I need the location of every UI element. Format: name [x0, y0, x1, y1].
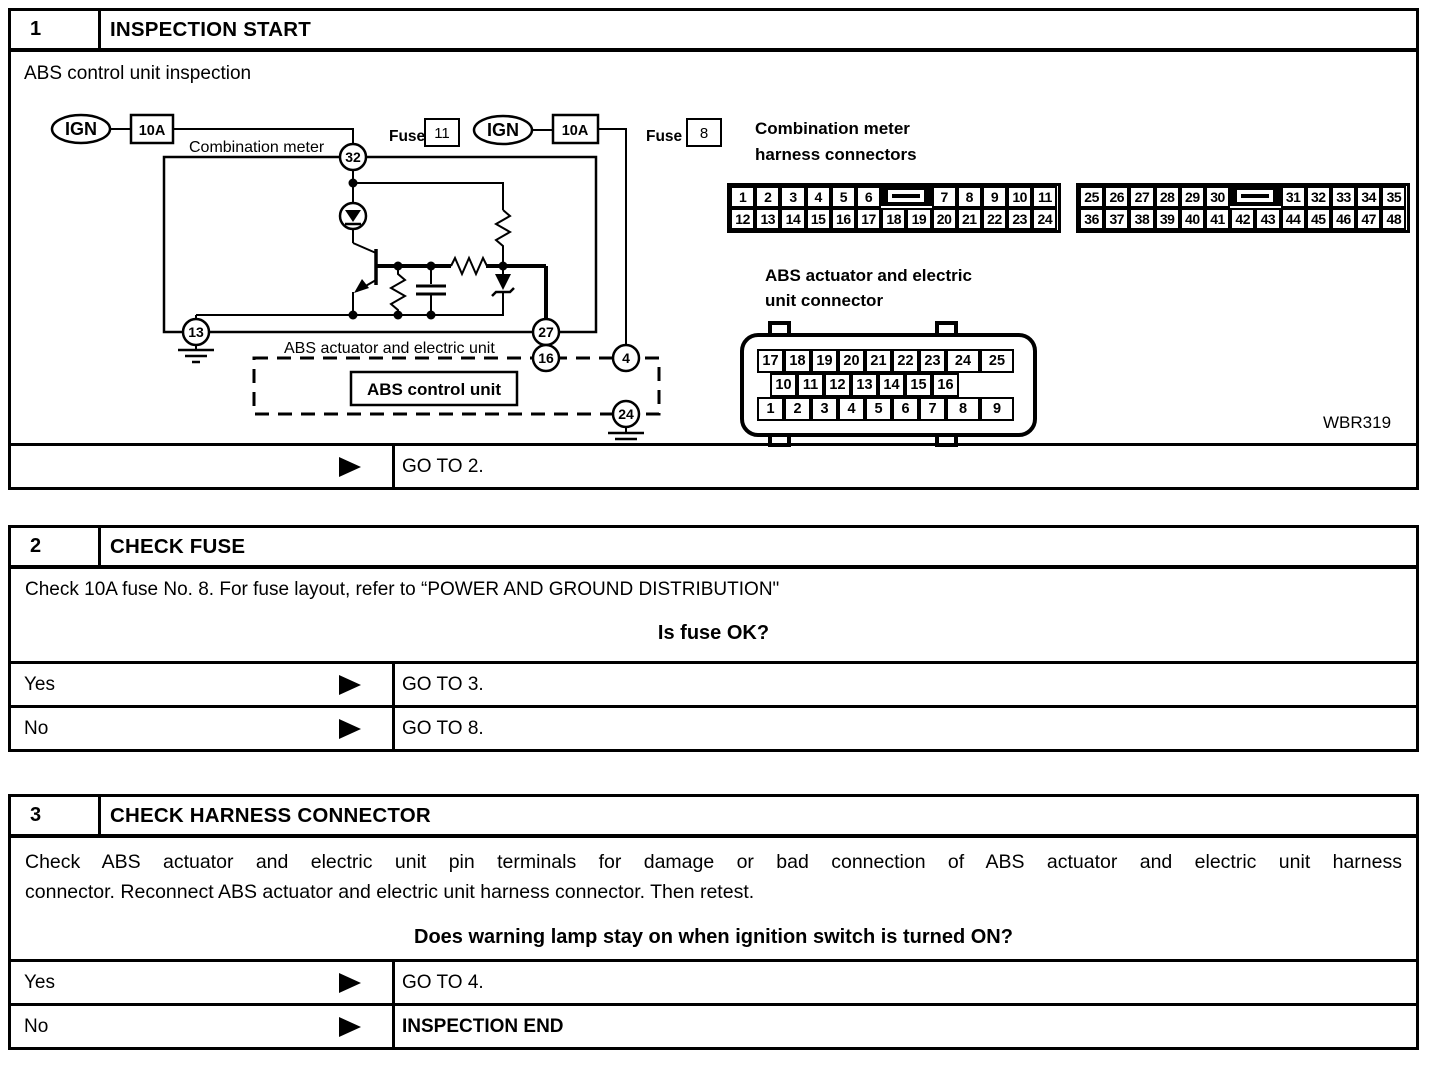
choice-label-cell: Yes [11, 664, 395, 705]
pin-cell: 24 [946, 349, 980, 373]
pin-cell: 20 [932, 208, 957, 230]
go-to-arrow-icon [339, 1017, 361, 1037]
transistor-arrow-icon [354, 279, 369, 293]
pin-cell: 30 [1205, 186, 1230, 208]
choice-row-yes [11, 959, 1416, 1003]
pin-cell: 35 [1381, 186, 1406, 208]
keying-slot [1230, 186, 1280, 206]
pin-cell: 18 [881, 208, 906, 230]
resistor-shunt [391, 266, 405, 315]
pin-cell: 5 [831, 186, 856, 208]
pin-cell: 29 [1180, 186, 1205, 208]
pin-cell: 32 [1306, 186, 1331, 208]
go-to-arrow-icon [339, 675, 361, 695]
wiring-diagram-svg [11, 52, 1416, 443]
step-1-inspection-start [8, 8, 1419, 490]
instruction-text-line1: Check ABS actuator and electric unit pin terminals for damage or bad connection of ABS actuator and electric unit harness [25, 851, 1402, 873]
pin-cell: 16 [932, 373, 959, 397]
pin-cell: 18 [784, 349, 811, 373]
terminal-32: 32 [345, 149, 361, 165]
pin-cell: 10 [1007, 186, 1032, 208]
pin-cell: 36 [1079, 208, 1104, 230]
pin-cell: 44 [1281, 208, 1306, 230]
cm-harness-connectors-label: Combination meter harness connectors [755, 119, 917, 164]
pin-cell: 15 [905, 373, 932, 397]
pin-cell: 24 [1032, 208, 1057, 230]
fuse-rating-1: 10A [138, 123, 166, 139]
figure-code: WBR319 [1323, 413, 1392, 432]
step-3-check-harness-connector [8, 794, 1419, 1050]
ign-label-1: IGN [64, 119, 98, 139]
pin-cell: 2 [755, 186, 780, 208]
choice-result: INSPECTION END [402, 1015, 564, 1037]
pin-cell: 33 [1331, 186, 1356, 208]
pin-cell: 42 [1230, 208, 1255, 230]
pin-cell: 45 [1306, 208, 1331, 230]
pin-cell: 5 [865, 397, 892, 421]
pin-cell: 7 [932, 186, 957, 208]
capacitor [416, 286, 446, 294]
pin-cell: 16 [831, 208, 856, 230]
pin-cell: 15 [806, 208, 831, 230]
choice-row-no [11, 1003, 1416, 1047]
pin-cell: 11 [797, 373, 824, 397]
pin-cell: 40 [1180, 208, 1205, 230]
step-1-body [11, 52, 1416, 443]
pin-cell: 12 [824, 373, 851, 397]
step-number: 2 [11, 528, 101, 565]
keying-slot [881, 186, 931, 206]
resistor-base [451, 258, 487, 274]
action-row [11, 443, 1416, 487]
pin-cell: 17 [856, 208, 881, 230]
instruction-text: Check 10A fuse No. 8. For fuse layout, refer to “POWER AND GROUND DISTRIBUTION" [25, 579, 780, 600]
fuse-word-1: Fuse [389, 128, 426, 145]
choice-row-yes [11, 661, 1416, 705]
pin-cell: 22 [892, 349, 919, 373]
go-to-arrow-icon [339, 719, 361, 739]
terminal-13: 13 [188, 324, 204, 340]
pin-cell: 26 [1104, 186, 1129, 208]
terminal-24: 24 [618, 406, 634, 422]
pin-cell: 38 [1129, 208, 1154, 230]
ground-13-icon [178, 350, 214, 362]
action-result: GO TO 2. [402, 455, 484, 477]
pin-cell: 34 [1356, 186, 1381, 208]
question-text: Is fuse OK? [657, 622, 770, 644]
pin-cell: 22 [982, 208, 1007, 230]
pin-cell: 19 [906, 208, 931, 230]
pin-cell: 13 [755, 208, 780, 230]
go-to-arrow-icon [339, 973, 361, 993]
pin-cell: 39 [1155, 208, 1180, 230]
fuse-number-1: 11 [434, 125, 450, 142]
pin-cell: 4 [838, 397, 865, 421]
pin-cell: 8 [946, 397, 980, 421]
choice-label-cell: Yes [11, 962, 395, 1003]
combination-meter-label: Combination meter [189, 139, 325, 156]
warning-lamp-icon [340, 203, 366, 229]
pin-cell: 19 [811, 349, 838, 373]
choice-row-no [11, 705, 1416, 749]
pin-cell: 10 [770, 373, 797, 397]
step-title: CHECK FUSE [110, 534, 246, 558]
pin-cell: 3 [780, 186, 805, 208]
pin-cell: 25 [980, 349, 1014, 373]
step-1-header [11, 11, 1416, 52]
question-text: Does warning lamp stay on when ignition switch is turned ON? [414, 926, 1013, 948]
go-to-arrow-icon [339, 457, 361, 477]
step-title: INSPECTION START [110, 17, 311, 41]
pin-cell: 1 [730, 186, 755, 208]
step-number: 1 [11, 11, 101, 48]
terminal-4: 4 [622, 350, 630, 366]
inspection-description: ABS control unit inspection [24, 63, 252, 84]
pin-cell: 11 [1032, 186, 1057, 208]
step-2-body [11, 569, 1416, 661]
pin-cell: 47 [1356, 208, 1381, 230]
pin-cell: 6 [856, 186, 881, 208]
pin-cell: 12 [730, 208, 755, 230]
pin-cell: 23 [919, 349, 946, 373]
pin-cell: 25 [1079, 186, 1104, 208]
pin-cell: 20 [838, 349, 865, 373]
resistor-top [496, 210, 510, 266]
choice-result: GO TO 3. [402, 673, 484, 695]
pin-cell: 48 [1381, 208, 1406, 230]
pin-cell: 31 [1281, 186, 1306, 208]
pin-cell: 28 [1155, 186, 1180, 208]
pin-cell: 21 [865, 349, 892, 373]
pin-cell: 43 [1255, 208, 1280, 230]
ign-label-2: IGN [486, 120, 520, 140]
step-2-check-fuse [8, 525, 1419, 752]
pin-cell: 17 [757, 349, 784, 373]
step-title: CHECK HARNESS CONNECTOR [110, 803, 431, 827]
pin-cell: 1 [757, 397, 784, 421]
terminal-16: 16 [538, 350, 554, 366]
pin-cell: 9 [980, 397, 1014, 421]
terminal-27: 27 [538, 324, 554, 340]
abs-unit-label: ABS actuator and electric unit [284, 340, 495, 357]
pin-cell: 9 [982, 186, 1007, 208]
abs-unit-connector [740, 333, 1037, 437]
step-3-body [11, 838, 1416, 959]
action-label-cell [11, 446, 395, 487]
choice-label-cell: No [11, 708, 395, 749]
fuse-rating-2: 10A [561, 123, 589, 139]
step-2-header [11, 528, 1416, 569]
ground-24-icon [608, 433, 644, 443]
pin-cell: 14 [878, 373, 905, 397]
step-number: 3 [11, 797, 101, 834]
choice-label-cell: No [11, 1006, 395, 1047]
pin-cell: 37 [1104, 208, 1129, 230]
step-3-header [11, 797, 1416, 838]
pin-cell: 27 [1129, 186, 1154, 208]
fuse-number-2: 8 [699, 125, 709, 142]
pin-cell: 23 [1007, 208, 1032, 230]
pin-cell: 3 [811, 397, 838, 421]
pin-cell: 14 [780, 208, 805, 230]
pin-cell: 46 [1331, 208, 1356, 230]
pin-cell: 4 [806, 186, 831, 208]
pin-cell: 13 [851, 373, 878, 397]
pin-cell: 6 [892, 397, 919, 421]
pin-cell: 2 [784, 397, 811, 421]
pin-cell: 8 [957, 186, 982, 208]
fuse-word-2: Fuse [646, 128, 683, 145]
choice-result: GO TO 4. [402, 971, 484, 993]
cm-harness-connector-2 [1076, 183, 1410, 233]
instruction-text-line2: connector. Reconnect ABS actuator and electric unit harness connector. Then retest. [25, 881, 755, 903]
pin-cell: 7 [919, 397, 946, 421]
junction-dots [349, 179, 508, 320]
pin-cell: 41 [1205, 208, 1230, 230]
choice-result: GO TO 8. [402, 717, 484, 739]
cm-harness-connector-1 [727, 183, 1061, 233]
pin-cell: 21 [957, 208, 982, 230]
abs-control-unit-label: ABS control unit [366, 380, 502, 399]
abs-connector-label: ABS actuator and electric unit connector [765, 266, 972, 310]
zener-diode [492, 274, 514, 296]
